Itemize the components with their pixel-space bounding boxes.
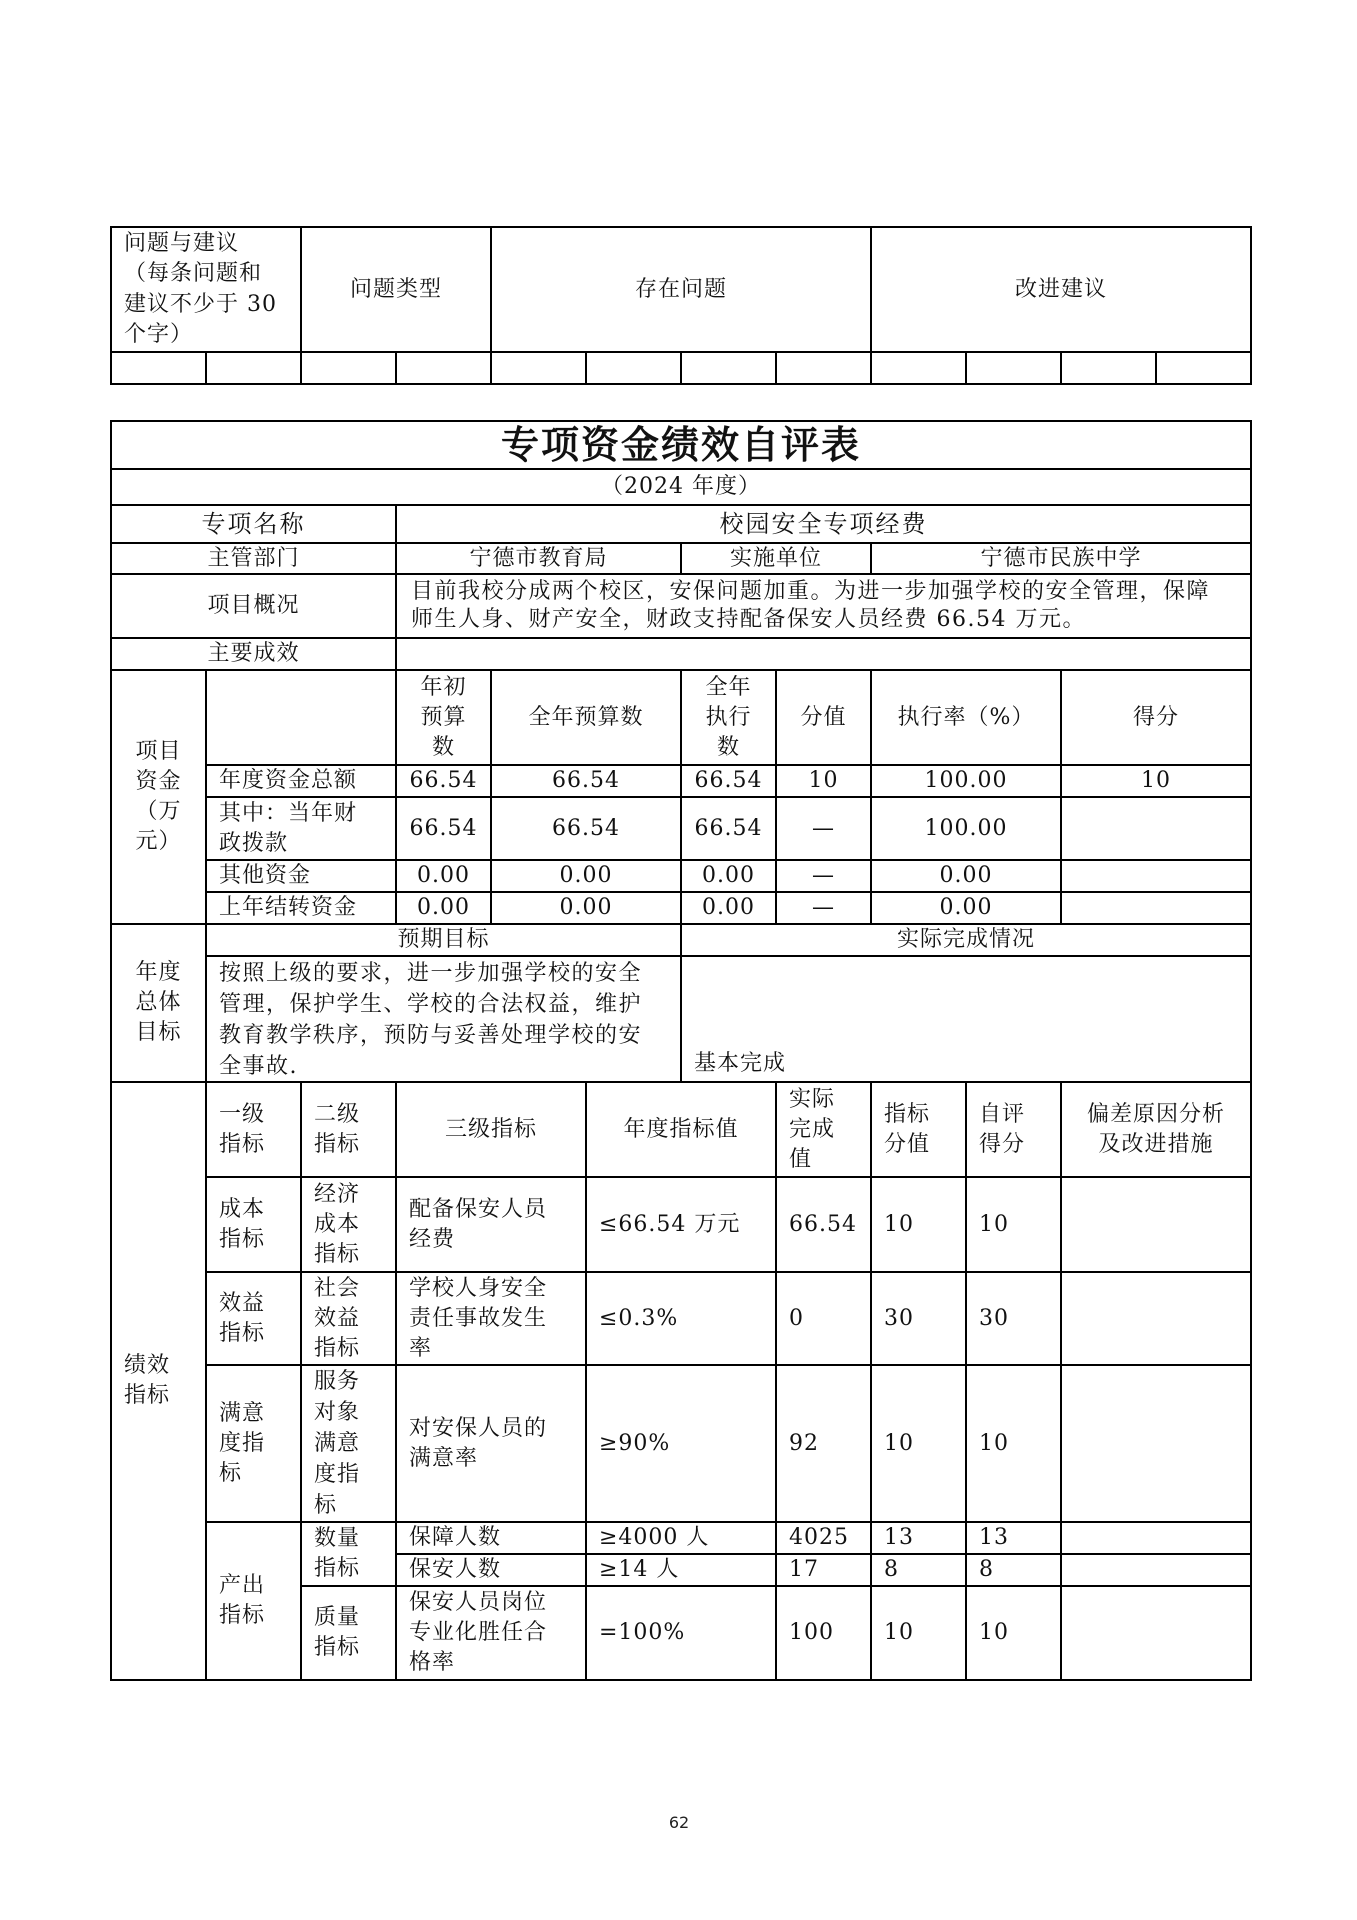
project-name-value: 校园安全专项经费 <box>395 504 1252 544</box>
issues-suggestion-header: 改进建议 <box>870 226 1252 353</box>
perf-deviation <box>1060 1585 1252 1681</box>
funds-weight: — <box>775 859 872 893</box>
issues-empty-cell <box>965 351 1062 385</box>
perf-deviation <box>1060 1364 1252 1523</box>
funds-annual-budget: 66.54 <box>490 764 682 798</box>
perf-level3: 配备保安人员 经费 <box>395 1176 587 1273</box>
perf-score: 10 <box>965 1585 1062 1681</box>
perf-target: ≤0.3% <box>585 1271 777 1366</box>
perf-level2: 数量 指标 <box>300 1521 397 1587</box>
funds-header-score: 得分 <box>1060 669 1252 766</box>
overview-value: 目前我校分成两个校区，安保问题加重。为进一步加强学校的安全管理，保障 师生人身、财产安全，财政支持配备保安人员经费 66.54 万元。 <box>395 573 1252 639</box>
issues-empty-cell <box>395 351 492 385</box>
funds-header-annual-executed: 全年 执行 数 <box>680 669 777 766</box>
expected-goal-text: 按照上级的要求，进一步加强学校的安全 管理，保护学生、学校的合法权益，维护 教育教学秩序，预防与妥善处理学校的安 全事故. <box>205 955 682 1083</box>
perf-header-score: 自评 得分 <box>965 1081 1062 1178</box>
funds-score: 10 <box>1060 764 1252 798</box>
project-name-label: 专项名称 <box>110 504 397 544</box>
funds-execution-rate: 0.00 <box>870 891 1062 925</box>
funds-annual-executed: 0.00 <box>680 859 777 893</box>
perf-actual: 0 <box>775 1271 872 1366</box>
funds-annual-executed: 66.54 <box>680 796 777 861</box>
issues-empty-cell <box>680 351 777 385</box>
performance-section-label: 绩效 指标 <box>110 1081 207 1681</box>
perf-deviation <box>1060 1553 1252 1587</box>
perf-actual: 17 <box>775 1553 872 1587</box>
funds-header-annual-budget: 全年预算数 <box>490 669 682 766</box>
issues-empty-cell <box>775 351 872 385</box>
perf-header-target: 年度指标值 <box>585 1081 777 1178</box>
perf-weight: 8 <box>870 1553 967 1587</box>
department-value: 宁德市教育局 <box>395 542 682 575</box>
perf-level1: 产出 指标 <box>205 1521 302 1681</box>
funds-weight: — <box>775 796 872 861</box>
perf-level2: 服务 对象 满意 度指 标 <box>300 1364 397 1523</box>
funds-weight: 10 <box>775 764 872 798</box>
funds-execution-rate: 100.00 <box>870 796 1062 861</box>
funds-annual-budget: 0.00 <box>490 859 682 893</box>
form-title: 专项资金绩效自评表 <box>110 420 1252 470</box>
perf-weight: 30 <box>870 1271 967 1366</box>
perf-level2: 社会 效益 指标 <box>300 1271 397 1366</box>
perf-level2: 质量 指标 <box>300 1585 397 1681</box>
issues-empty-cell <box>1060 351 1157 385</box>
perf-actual: 92 <box>775 1364 872 1523</box>
actual-completion-header: 实际完成情况 <box>680 923 1252 957</box>
actual-completion-text: 基本完成 <box>680 955 1252 1083</box>
issues-label-cell: 问题与建议 （每条问题和 建议不少于 30 个字） <box>110 226 302 353</box>
annual-goals-label: 年度 总体 目标 <box>110 923 207 1083</box>
perf-header-level2: 二级 指标 <box>300 1081 397 1178</box>
issues-empty-cell <box>205 351 302 385</box>
perf-deviation <box>1060 1271 1252 1366</box>
funds-annual-executed: 66.54 <box>680 764 777 798</box>
perf-score: 30 <box>965 1271 1062 1366</box>
perf-level3: 保安人员岗位 专业化胜任合 格率 <box>395 1585 587 1681</box>
perf-actual: 4025 <box>775 1521 872 1555</box>
perf-level3: 对安保人员的 满意率 <box>395 1364 587 1523</box>
funds-execution-rate: 100.00 <box>870 764 1062 798</box>
perf-weight: 10 <box>870 1364 967 1523</box>
funds-execution-rate: 0.00 <box>870 859 1062 893</box>
perf-level3: 学校人身安全 责任事故发生 率 <box>395 1271 587 1366</box>
perf-header-actual: 实际 完成 值 <box>775 1081 872 1178</box>
perf-score: 10 <box>965 1364 1062 1523</box>
perf-actual: 66.54 <box>775 1176 872 1273</box>
funds-annual-budget: 0.00 <box>490 891 682 925</box>
expected-goal-header: 预期目标 <box>205 923 682 957</box>
issues-empty-cell <box>1155 351 1252 385</box>
achievements-value <box>395 637 1252 671</box>
funds-header-initial-budget: 年初 预算 数 <box>395 669 492 766</box>
perf-header-level3: 三级指标 <box>395 1081 587 1178</box>
perf-target: ≥90% <box>585 1364 777 1523</box>
funds-row-label: 上年结转资金 <box>205 891 397 925</box>
funds-row-label: 其他资金 <box>205 859 397 893</box>
funds-initial-budget: 66.54 <box>395 796 492 861</box>
perf-score: 10 <box>965 1176 1062 1273</box>
perf-weight: 10 <box>870 1176 967 1273</box>
funds-score <box>1060 859 1252 893</box>
perf-level3: 保安人数 <box>395 1553 587 1587</box>
perf-deviation <box>1060 1521 1252 1555</box>
funds-annual-executed: 0.00 <box>680 891 777 925</box>
perf-header-level1: 一级 指标 <box>205 1081 302 1178</box>
form-year: （2024 年度） <box>110 468 1252 506</box>
perf-score: 13 <box>965 1521 1062 1555</box>
issues-empty-cell <box>490 351 587 385</box>
funds-header-weight: 分值 <box>775 669 872 766</box>
funds-initial-budget: 66.54 <box>395 764 492 798</box>
perf-header-weight: 指标 分值 <box>870 1081 967 1178</box>
funds-score <box>1060 891 1252 925</box>
achievements-label: 主要成效 <box>110 637 397 671</box>
perf-level2: 经济 成本 指标 <box>300 1176 397 1273</box>
funds-initial-budget: 0.00 <box>395 859 492 893</box>
page-number: 62 <box>668 1813 690 1832</box>
funds-weight: — <box>775 891 872 925</box>
perf-target: ≥14 人 <box>585 1553 777 1587</box>
perf-level1: 成本 指标 <box>205 1176 302 1273</box>
perf-weight: 10 <box>870 1585 967 1681</box>
implementer-value: 宁德市民族中学 <box>870 542 1252 575</box>
funds-section-label: 项目 资金 （万 元） <box>110 669 207 925</box>
overview-label: 项目概况 <box>110 573 397 639</box>
perf-level1: 效益 指标 <box>205 1271 302 1366</box>
funds-initial-budget: 0.00 <box>395 891 492 925</box>
issues-problem-header: 存在问题 <box>490 226 872 353</box>
perf-level1: 满意 度指 标 <box>205 1364 302 1523</box>
issues-type-header: 问题类型 <box>300 226 492 353</box>
funds-score <box>1060 796 1252 861</box>
funds-row-label: 年度资金总额 <box>205 764 397 798</box>
funds-header-execution-rate: 执行率（%） <box>870 669 1062 766</box>
department-label: 主管部门 <box>110 542 397 575</box>
perf-header-deviation: 偏差原因分析 及改进措施 <box>1060 1081 1252 1178</box>
perf-actual: 100 <box>775 1585 872 1681</box>
funds-header-blank <box>205 669 397 766</box>
issues-empty-cell <box>585 351 682 385</box>
issues-empty-cell <box>110 351 207 385</box>
funds-annual-budget: 66.54 <box>490 796 682 861</box>
perf-level3: 保障人数 <box>395 1521 587 1555</box>
issues-empty-cell <box>870 351 967 385</box>
perf-target: =100% <box>585 1585 777 1681</box>
funds-row-label: 其中：当年财 政拨款 <box>205 796 397 861</box>
perf-weight: 13 <box>870 1521 967 1555</box>
issues-empty-cell <box>300 351 397 385</box>
perf-score: 8 <box>965 1553 1062 1587</box>
perf-target: ≥4000 人 <box>585 1521 777 1555</box>
perf-target: ≤66.54 万元 <box>585 1176 777 1273</box>
perf-deviation <box>1060 1176 1252 1273</box>
implementer-label: 实施单位 <box>680 542 872 575</box>
